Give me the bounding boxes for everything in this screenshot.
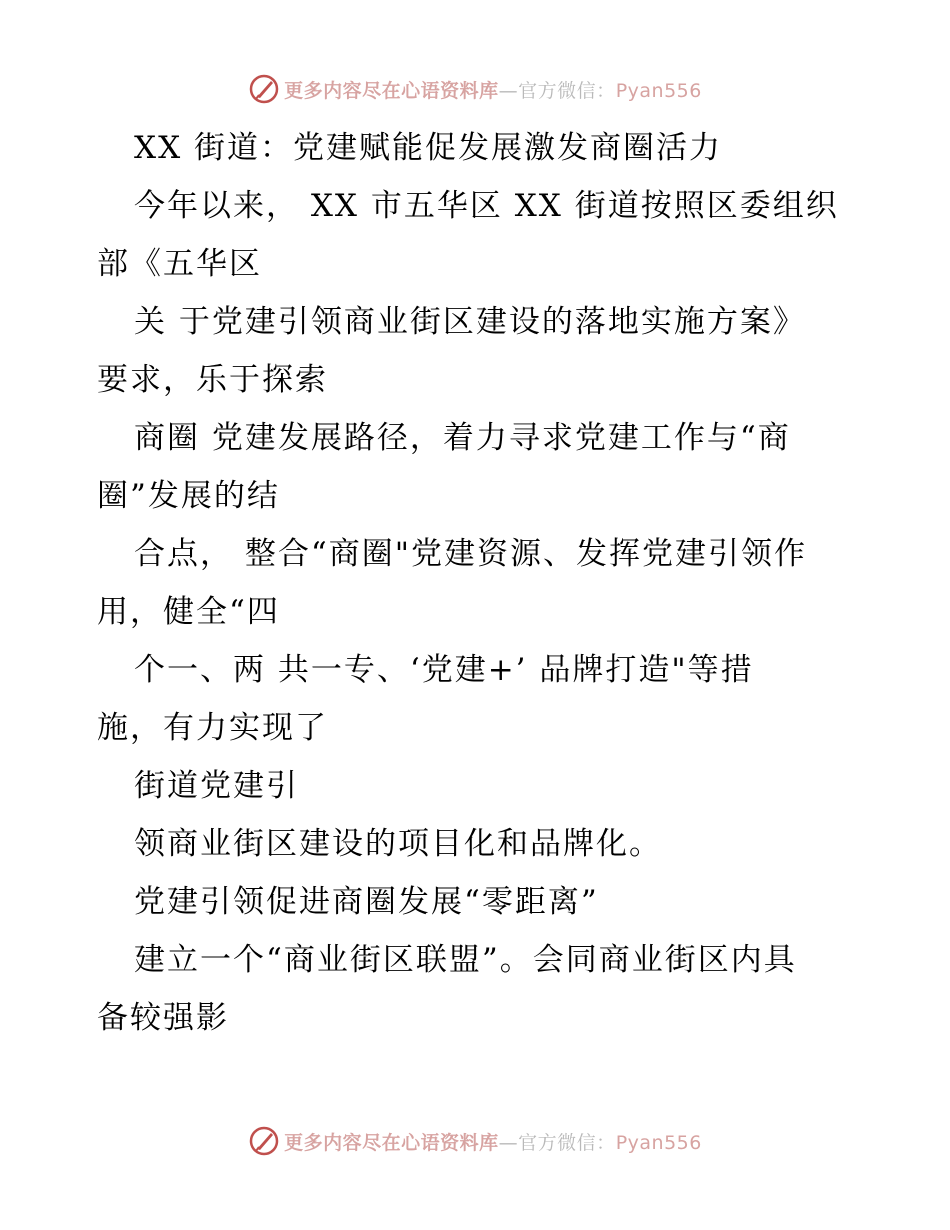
- watermark-label: 官方微信：: [518, 1131, 616, 1154]
- watermark-label: 官方微信：: [518, 79, 616, 102]
- paragraph-line: 建立一个“商业街区联盟”。会同商业街区内具: [134, 942, 797, 978]
- paragraph-line: 个一、两 共一专、‘党建+’ 品牌打造"等措: [134, 652, 754, 688]
- paragraph-line: 合点， 整合“商圈"党建资源、发挥党建引领作: [134, 536, 807, 572]
- paragraph-line: 备较强影: [97, 1000, 229, 1036]
- paragraph-line: 今年以来， XX 市五华区 XX 街道按照区委组织: [134, 188, 839, 224]
- watermark-wechat-id: Pyan556: [615, 1131, 702, 1154]
- watermark-wechat-id: Pyan556: [615, 79, 702, 102]
- paragraph-line: 圈”发展的结: [97, 478, 280, 514]
- section-heading: 党建引领促进商圈发展“零距离”: [134, 884, 599, 920]
- quill-logo-icon: [248, 73, 280, 105]
- paragraph-line: 关 于党建引领商业街区建设的落地实施方案》: [134, 304, 806, 340]
- watermark-main-text: 更多内容尽在心语资料库: [284, 79, 499, 102]
- paragraph-line: 用，健全“四: [97, 594, 280, 630]
- watermark-main-text: 更多内容尽在心语资料库: [284, 1131, 499, 1154]
- paragraph-line: 部《五华区: [97, 246, 262, 282]
- watermark-header: [0, 72, 950, 106]
- paragraph-line: 施，有力实现了: [97, 710, 328, 746]
- paragraph-line: 要求，乐于探索: [97, 362, 328, 398]
- watermark-footer: [0, 1124, 950, 1158]
- document-title: XX 街道：党建赋能促发展激发商圈活力: [134, 130, 722, 166]
- watermark-separator: —: [498, 79, 519, 102]
- quill-logo-icon: [248, 1125, 280, 1157]
- paragraph-line: 商圈 党建发展路径，着力寻求党建工作与“商: [134, 420, 791, 456]
- paragraph-line: 领商业街区建设的项目化和品牌化。: [134, 826, 662, 862]
- paragraph-line: 街道党建引: [134, 768, 299, 804]
- watermark-separator: —: [498, 1131, 519, 1154]
